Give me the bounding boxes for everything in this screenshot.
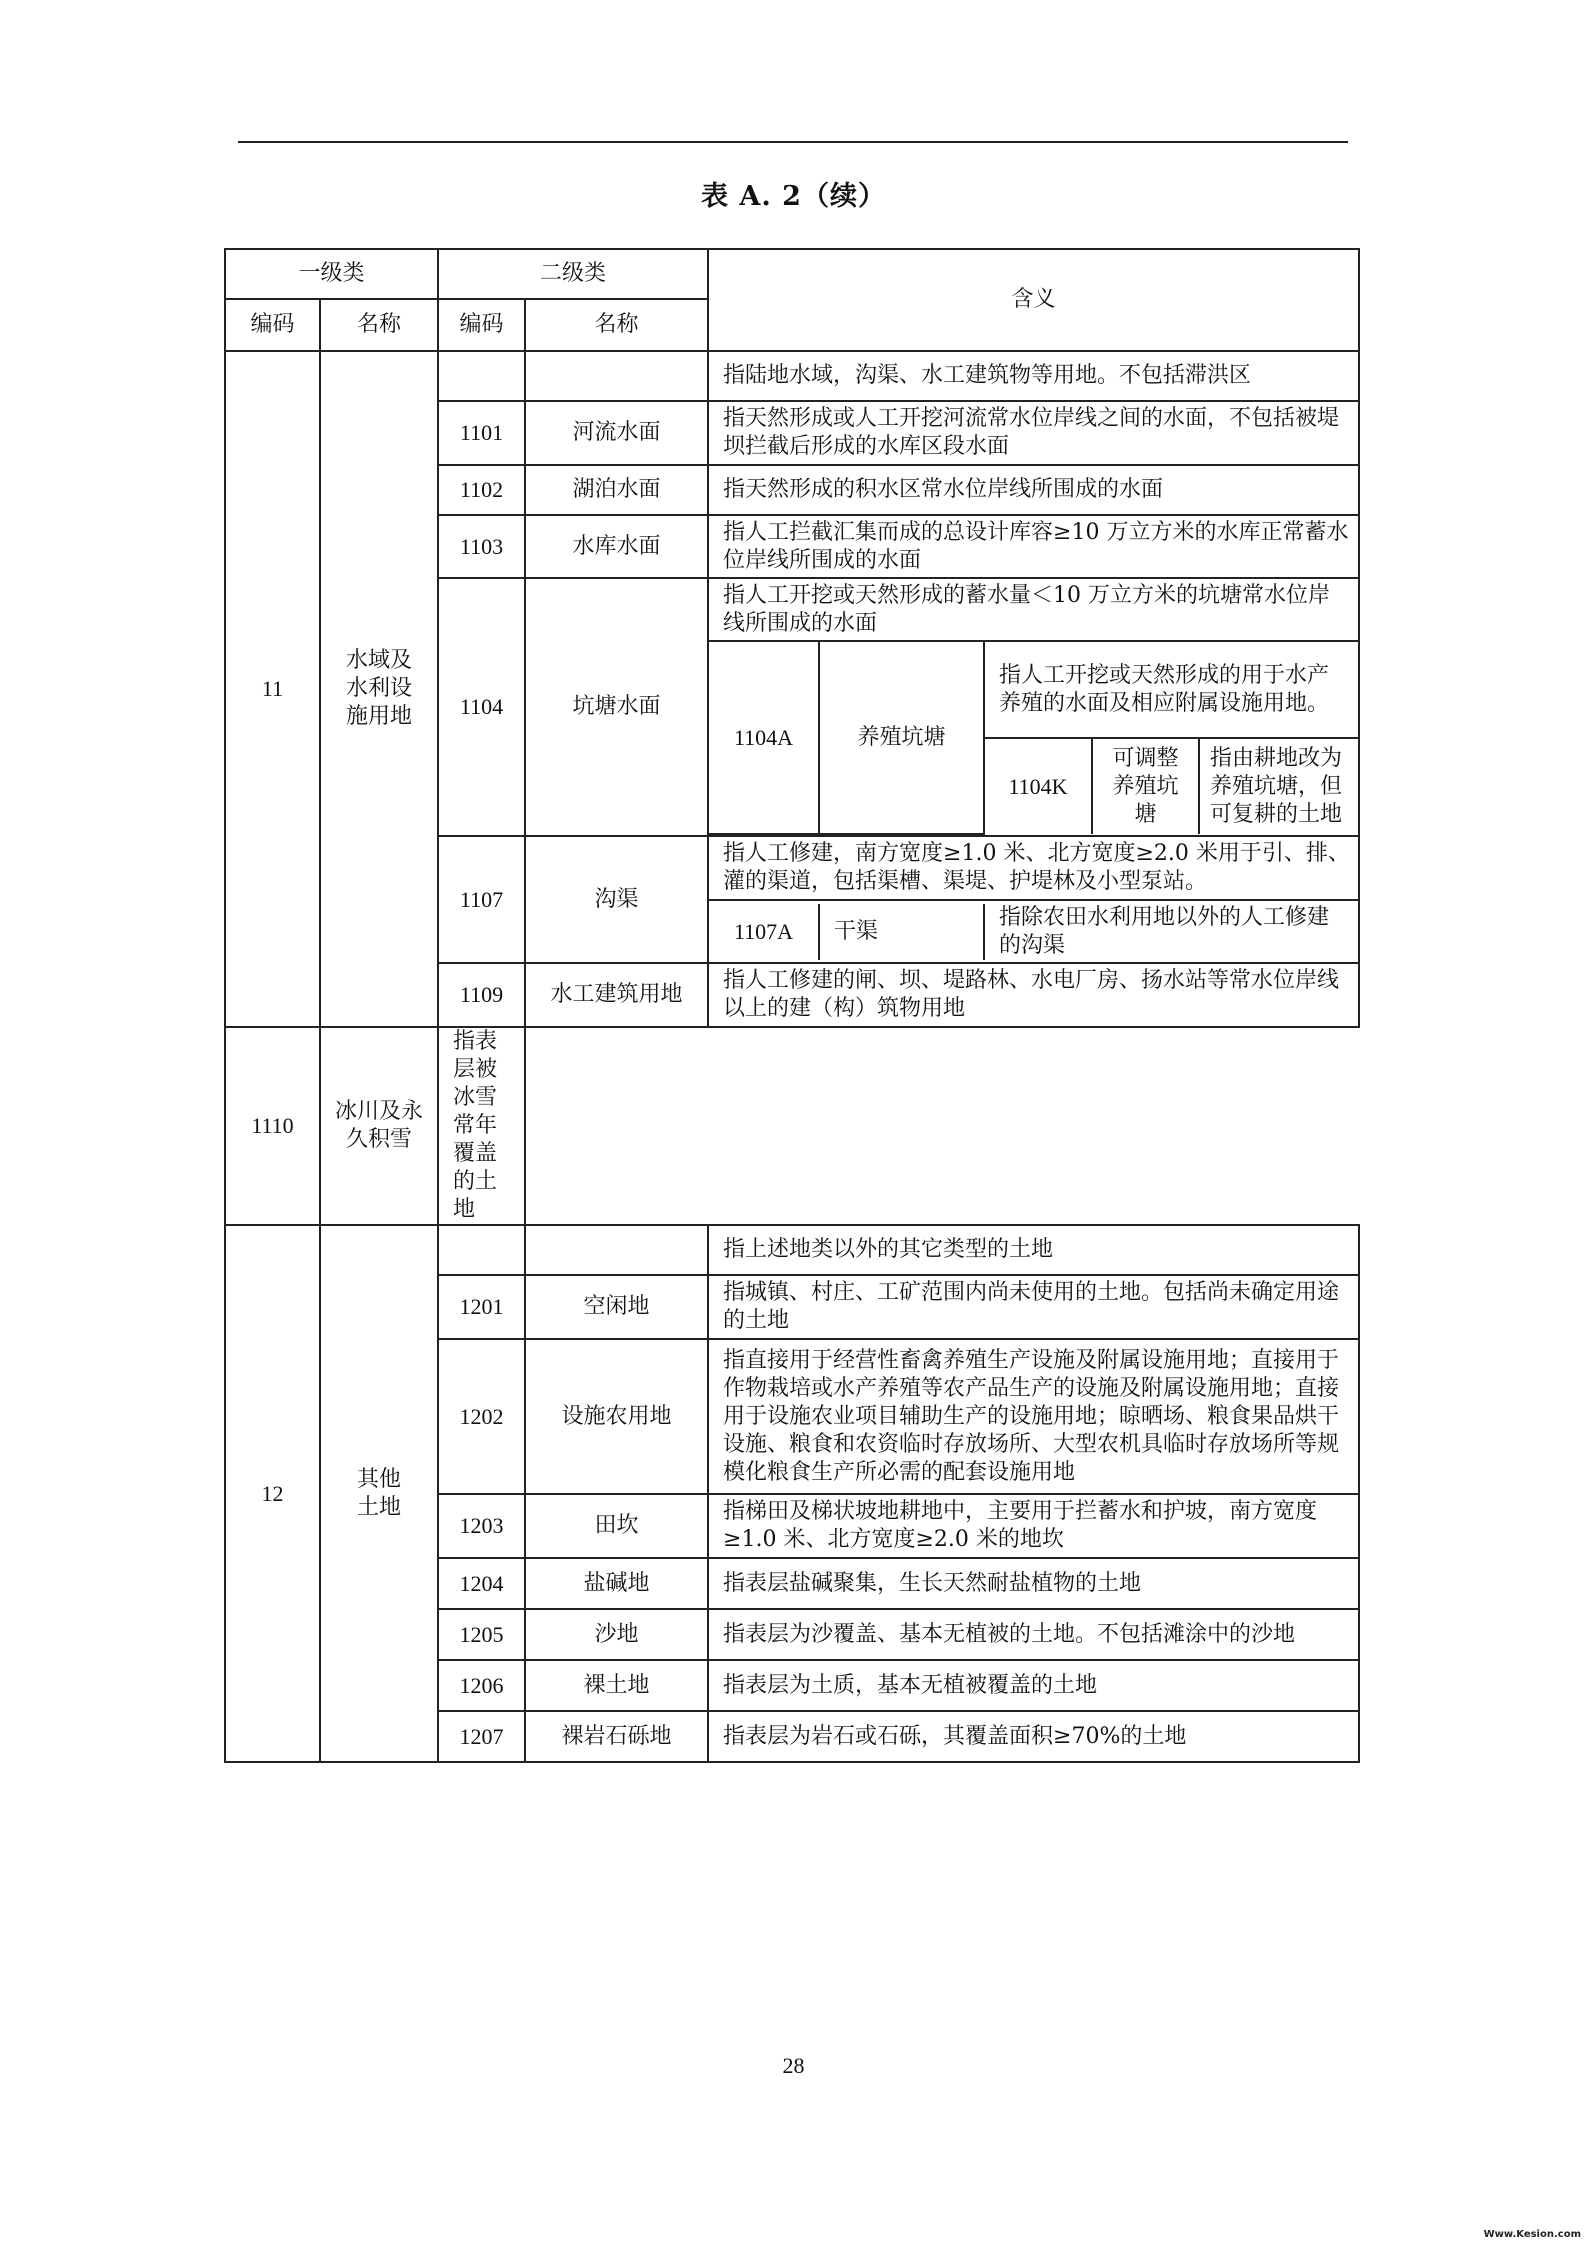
group-name: 其他土地 (320, 1225, 438, 1762)
subclass-name: 干渠 (819, 904, 984, 960)
row-description: 指表层盐碱聚集，生长天然耐盐植物的土地 (708, 1558, 1359, 1609)
row-code: 1206 (438, 1660, 525, 1711)
row-code: 1201 (438, 1275, 525, 1339)
sub-subclass-description: 指由耕地改为养殖坑塘，但可复耕的土地 (1199, 738, 1358, 834)
empty-name-cell (525, 1225, 708, 1275)
group-description: 指上述地类以外的其它类型的土地 (708, 1225, 1359, 1275)
row-code: 1102 (438, 465, 525, 515)
row-code: 1205 (438, 1609, 525, 1660)
subclass-cell (708, 900, 1359, 963)
header-level1-name: 名称 (320, 299, 438, 351)
group-code: 11 (225, 351, 320, 1027)
table-row (225, 351, 1359, 401)
row-description: 指人工修建的闸、坝、堤路林、水电厂房、扬水站等常水位岸线以上的建（构）筑物用地 (708, 963, 1359, 1027)
sub-subclass-name: 可调整养殖坑塘 (1092, 738, 1199, 834)
row-name: 盐碱地 (525, 1558, 708, 1609)
row-code: 1107 (438, 836, 525, 963)
row-code: 1203 (438, 1494, 525, 1558)
row-description: 指人工拦截汇集而成的总设计库容≥10 万立方米的水库正常蓄水位岸线所围成的水面 (708, 515, 1359, 578)
row-description: 指直接用于经营性畜禽养殖生产设施及附属设施用地；直接用于作物栽培或水产养殖等农产品生产的设施及附属设施用地；直接用于设施农业项目辅助生产的设施用地；晾晒场、粮食果品烘干设施、粮食和农资临时存放场所、大型农机具临时存放场所等规模化粮食生产所必需的配套设施用地 (708, 1339, 1359, 1494)
row-description: 指表层为沙覆盖、基本无植被的土地。不包括滩涂中的沙地 (708, 1609, 1359, 1660)
row-description: 指表层为岩石或石砾，其覆盖面积≥70%的土地 (708, 1711, 1359, 1762)
row-code: 1103 (438, 515, 525, 578)
row-description: 指天然形成或人工开挖河流常水位岸线之间的水面，不包括被堤坝拦截后形成的水库区段水面 (708, 401, 1359, 465)
table-row (225, 1225, 1359, 1275)
row-description: 指梯田及梯状坡地耕地中，主要用于拦蓄水和护坡，南方宽度≥1.0 米、北方宽度≥2.0 米的地坎 (708, 1494, 1359, 1558)
header-rule (238, 141, 1348, 143)
empty-code-cell (438, 1225, 525, 1275)
row-name: 空闲地 (525, 1275, 708, 1339)
row-name: 沙地 (525, 1609, 708, 1660)
subclass-name: 养殖坑塘 (819, 642, 984, 834)
row-name: 设施农用地 (525, 1339, 708, 1494)
row-description: 指表层为土质，基本无植被覆盖的土地 (708, 1660, 1359, 1711)
row-name: 裸岩石砾地 (525, 1711, 708, 1762)
row-name: 坑塘水面 (525, 578, 708, 836)
subclass-code: 1104A (709, 642, 819, 834)
subclass-cell (708, 641, 1359, 836)
row-code: 1110 (225, 1027, 320, 1225)
row-code: 1101 (438, 401, 525, 465)
subclass-table (709, 642, 1358, 835)
empty-code-cell (438, 351, 525, 401)
sub-subclass-code: 1104K (984, 738, 1092, 834)
header-level1-code: 编码 (225, 299, 320, 351)
empty-name-cell (525, 351, 708, 401)
row-code: 1202 (438, 1339, 525, 1494)
subclass-description: 指人工开挖或天然形成的用于水产养殖的水面及相应附属设施用地。 (984, 642, 1358, 738)
row-name: 冰川及永久积雪 (320, 1027, 438, 1225)
row-name: 田坎 (525, 1494, 708, 1558)
row-code: 1109 (438, 963, 525, 1027)
watermark: Www.Kesion.com (1483, 2229, 1581, 2240)
group-name: 水域及水利设施用地 (320, 351, 438, 1027)
row-description: 指城镇、村庄、工矿范围内尚未使用的土地。包括尚未确定用途的土地 (708, 1275, 1359, 1339)
table-row (225, 1027, 1359, 1225)
header-level2-code: 编码 (438, 299, 525, 351)
header-level2-name: 名称 (525, 299, 708, 351)
subclass-table (709, 904, 1358, 960)
header-level1: 一级类 (225, 249, 438, 299)
subclass-code: 1107A (709, 904, 819, 960)
page-number: 28 (782, 2053, 805, 2078)
row-name: 水工建筑用地 (525, 963, 708, 1027)
row-name: 水库水面 (525, 515, 708, 578)
subclass-description: 指除农田水利用地以外的人工修建的沟渠 (984, 904, 1358, 960)
row-description: 指天然形成的积水区常水位岸线所围成的水面 (708, 465, 1359, 515)
row-name: 河流水面 (525, 401, 708, 465)
land-classification-table (224, 248, 1360, 1763)
header-meaning: 含义 (708, 249, 1359, 351)
row-name: 湖泊水面 (525, 465, 708, 515)
row-code: 1104 (438, 578, 525, 836)
row-code: 1204 (438, 1558, 525, 1609)
row-description: 指人工修建，南方宽度≥1.0 米、北方宽度≥2.0 米用于引、排、灌的渠道，包括渠槽、渠堤、护堤林及小型泵站。 (708, 836, 1359, 900)
row-code: 1207 (438, 1711, 525, 1762)
group-code: 12 (225, 1225, 320, 1762)
row-description: 指表层被冰雪常年覆盖的土地 (438, 1027, 525, 1225)
header-level2: 二级类 (438, 249, 708, 299)
group-description: 指陆地水域，沟渠、水工建筑物等用地。不包括滞洪区 (708, 351, 1359, 401)
row-name: 沟渠 (525, 836, 708, 963)
row-description: 指人工开挖或天然形成的蓄水量＜10 万立方米的坑塘常水位岸线所围成的水面 (708, 578, 1359, 641)
row-name: 裸土地 (525, 1660, 708, 1711)
table-title: 表 A. 2（续） (701, 181, 886, 212)
